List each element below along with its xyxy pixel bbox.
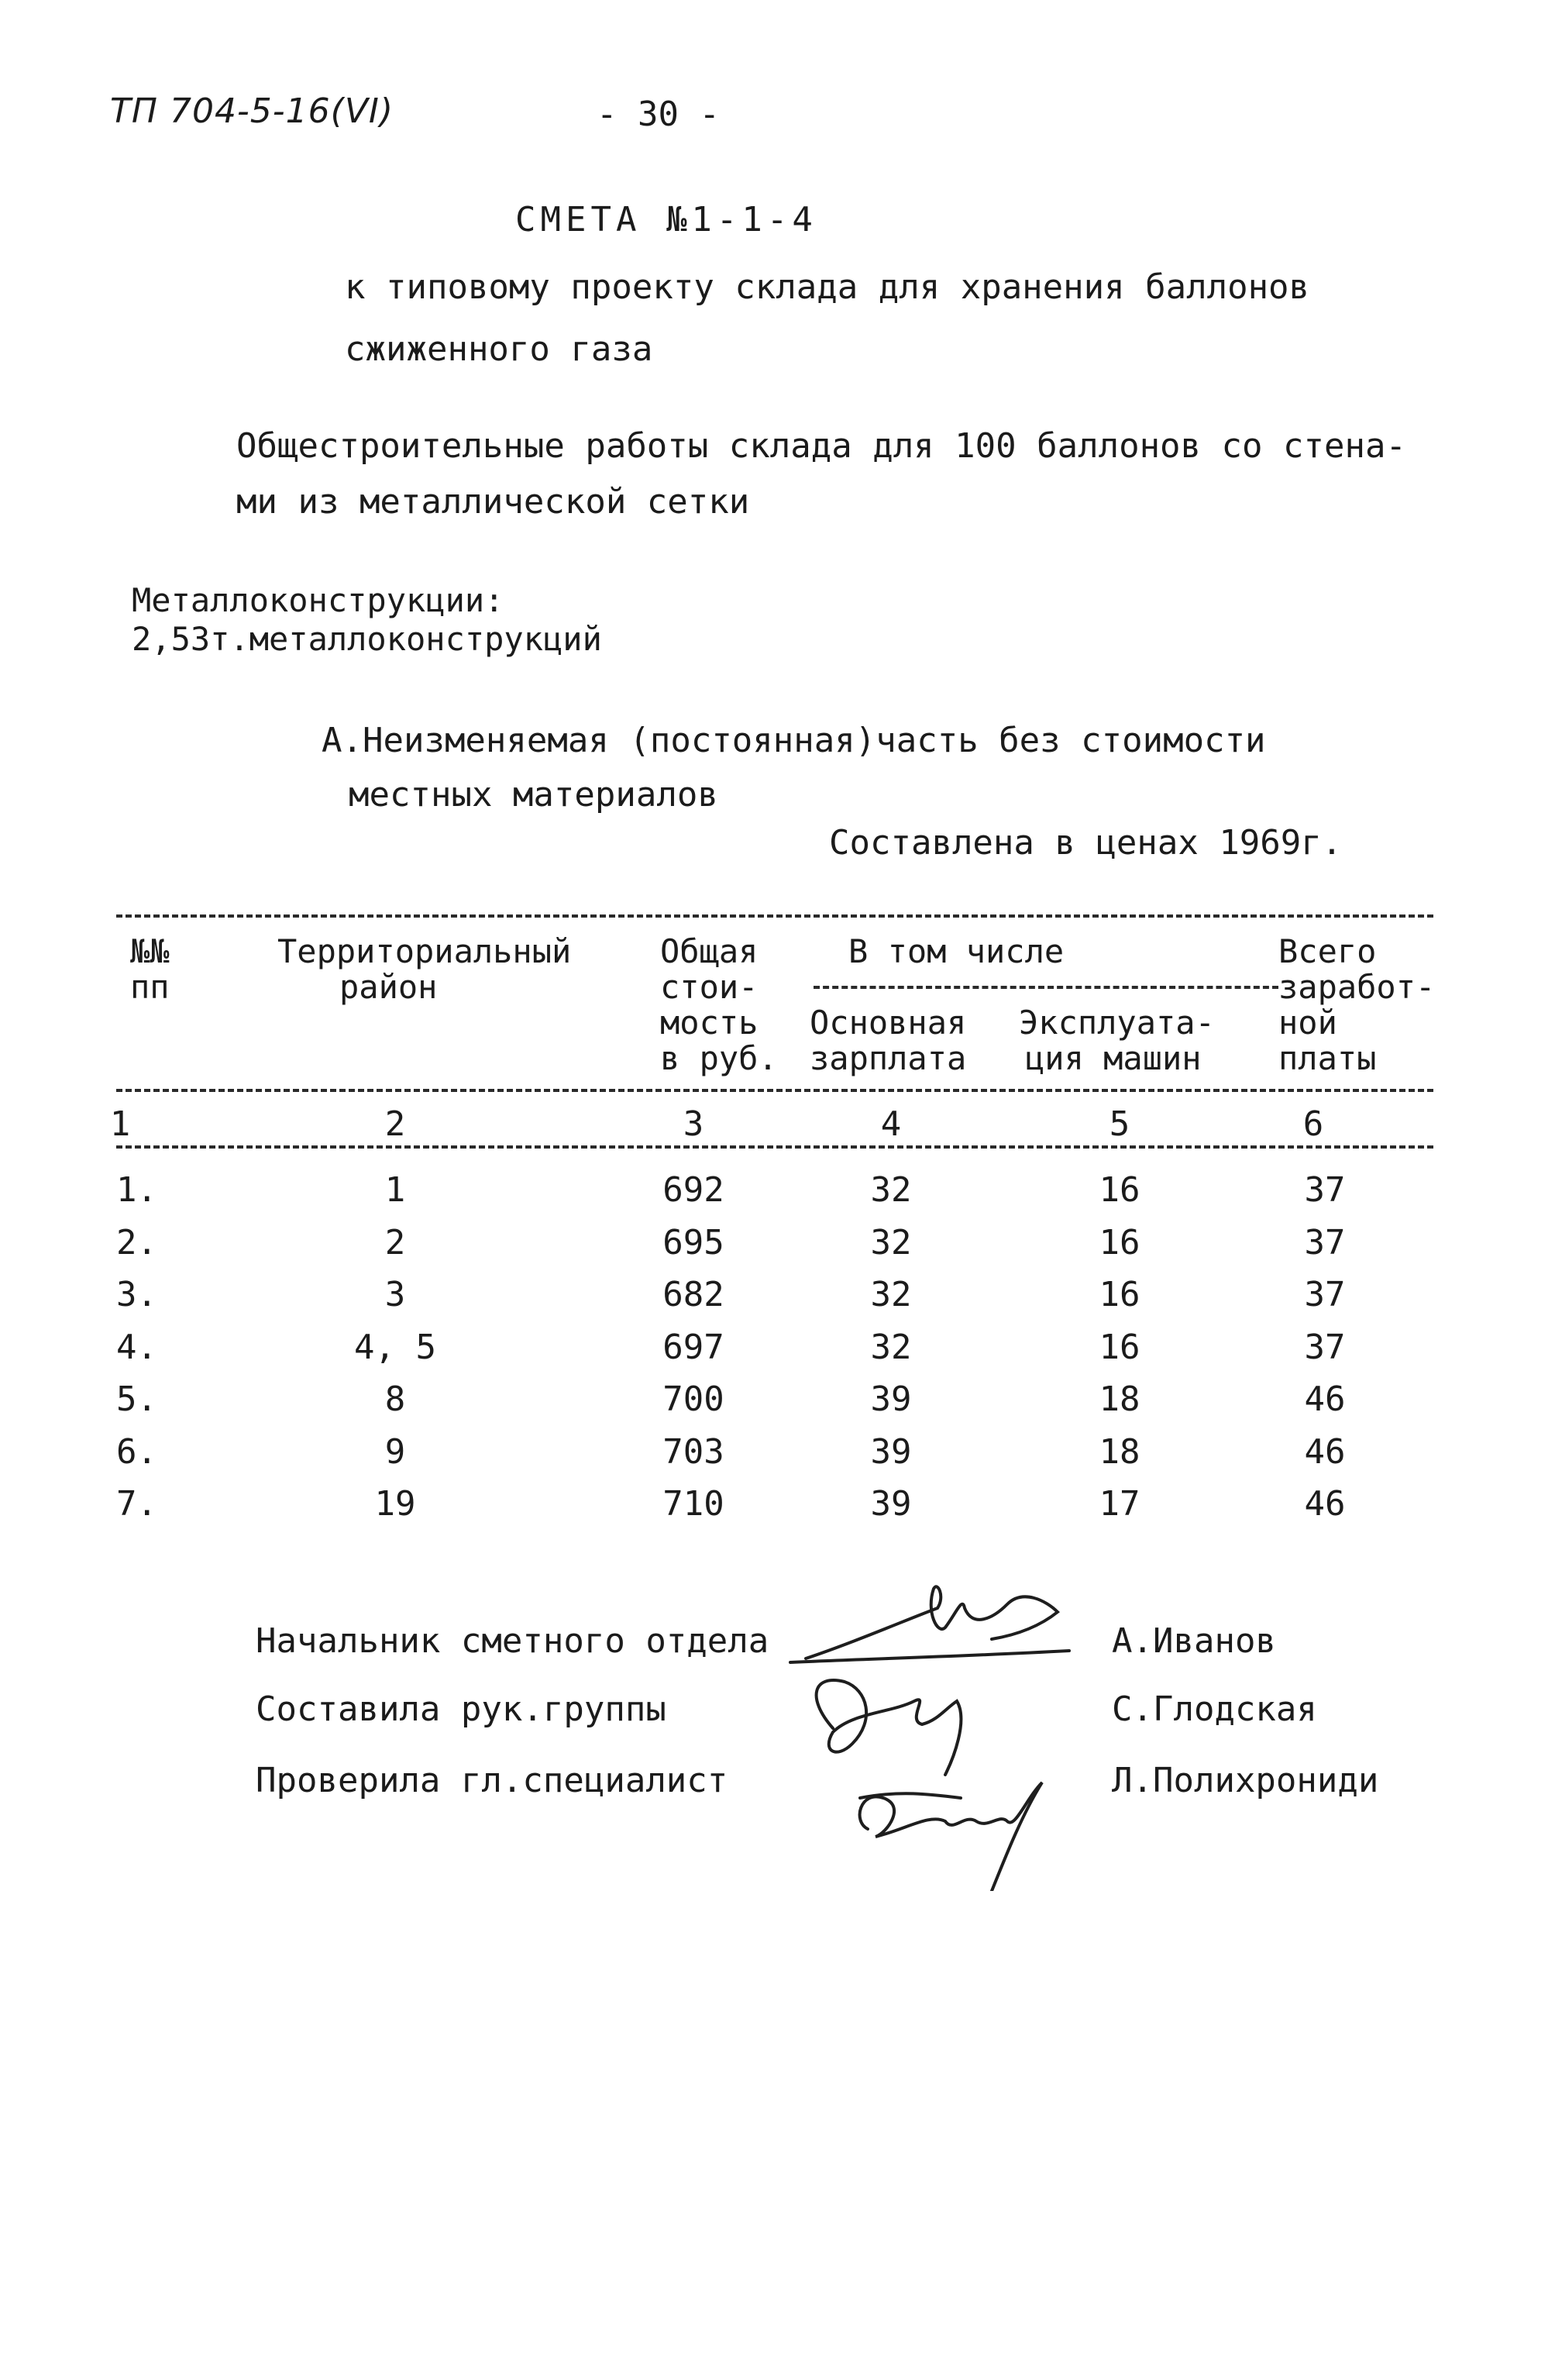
table-row [0,1275,1555,1321]
cell-no: 6. [116,1432,157,1472]
cell-region: 19 [374,1484,416,1524]
cell-wages: 37 [1304,1170,1346,1210]
cell-region: 3 [384,1275,406,1314]
part-heading-line2: местных материалов [349,775,718,815]
col-number-2: 2 [384,1104,406,1144]
col-number-rule [116,1145,1433,1149]
header-bottom-rule [116,1089,1433,1092]
work-description-line2: ми из металлической сетки [236,482,750,522]
signature-role-2: Составила рук.группы [256,1689,666,1729]
table-top-rule [116,914,1433,918]
col-number-1: 1 [109,1104,131,1144]
cell-salary: 32 [870,1275,912,1314]
metal-label: Металлоконструкции: [132,581,504,619]
cell-total: 700 [662,1379,724,1419]
prices-note: Составлена в ценах 1969г. [829,823,1343,863]
cell-total: 703 [662,1432,724,1472]
cell-wages: 46 [1304,1484,1346,1524]
table-row [0,1328,1555,1374]
table-row [0,1379,1555,1426]
cell-salary: 32 [870,1328,912,1367]
cell-total: 695 [662,1223,724,1262]
cell-no: 1. [116,1170,157,1210]
header-no: №№ пп [130,932,170,1006]
cell-wages: 46 [1304,1432,1346,1472]
header-including: В том числе [848,932,1065,970]
signature-name-1: А.Иванов [1112,1621,1276,1661]
page-number: - 30 - [597,95,720,134]
cell-region: 9 [384,1432,406,1472]
cell-salary: 39 [870,1484,912,1524]
cell-total: 710 [662,1484,724,1524]
estimate-title: СМЕТА №1-1-4 [515,200,817,239]
cell-machines: 16 [1099,1275,1140,1314]
subtitle-line1: к типовому проекту склада для хранения баллонов [345,267,1310,307]
cell-no: 5. [116,1379,157,1419]
col-number-5: 5 [1109,1104,1130,1144]
cell-wages: 37 [1304,1275,1346,1314]
col-number-4: 4 [880,1104,902,1144]
table-row [0,1170,1555,1217]
header-region: Территориальный район [277,932,572,1006]
signature-name-2: С.Глодская [1112,1689,1317,1729]
cell-total: 697 [662,1328,724,1367]
header-total: Общая стои- мость в руб. [660,932,778,1077]
cell-machines: 16 [1099,1223,1140,1262]
header-wages: Всего заработ- ной платы [1278,932,1436,1077]
cell-no: 7. [116,1484,157,1524]
cell-region: 1 [384,1170,406,1210]
signature-role-3: Проверила гл.специалист [256,1761,728,1800]
subtitle-line2: сжиженного газа [345,329,653,369]
cell-machines: 18 [1099,1379,1140,1419]
work-description-line1: Общестроительные работы склада для 100 баллонов со стена- [236,426,1406,466]
cell-machines: 18 [1099,1432,1140,1472]
table-row [0,1223,1555,1269]
col-number-3: 3 [683,1104,704,1144]
part-heading-line1: А.Неизменяемая (постоянная)часть без стоимости [322,721,1266,760]
cell-wages: 46 [1304,1379,1346,1419]
cell-salary: 39 [870,1379,912,1419]
cell-wages: 37 [1304,1328,1346,1367]
cell-total: 692 [662,1170,724,1210]
cell-no: 4. [116,1328,157,1367]
header-machines: Эксплуата- ция машин [1019,1004,1215,1077]
cell-salary: 32 [870,1223,912,1262]
cell-total: 682 [662,1275,724,1314]
cell-salary: 39 [870,1432,912,1472]
metal-amount: 2,53т.металлоконструкций [132,620,602,658]
header-salary: Основная зарплата [810,1004,967,1077]
doc-code: ТП 704-5-16(VI) [110,91,394,131]
cell-salary: 32 [870,1170,912,1210]
cell-machines: 16 [1099,1170,1140,1210]
handwritten-signatures [759,1565,1085,1891]
col-number-6: 6 [1302,1104,1324,1144]
cell-region: 2 [384,1223,406,1262]
cell-region: 4, 5 [354,1328,436,1367]
signature-role-1: Начальник сметного отдела [256,1621,769,1661]
cell-wages: 37 [1304,1223,1346,1262]
table-row [0,1432,1555,1479]
cell-no: 2. [116,1223,157,1262]
cell-no: 3. [116,1275,157,1314]
table-row [0,1484,1555,1531]
cell-machines: 16 [1099,1328,1140,1367]
header-including-rule [814,986,1278,989]
cell-region: 8 [384,1379,406,1419]
cell-machines: 17 [1099,1484,1140,1524]
signature-name-3: Л.Полихрониди [1112,1761,1379,1800]
